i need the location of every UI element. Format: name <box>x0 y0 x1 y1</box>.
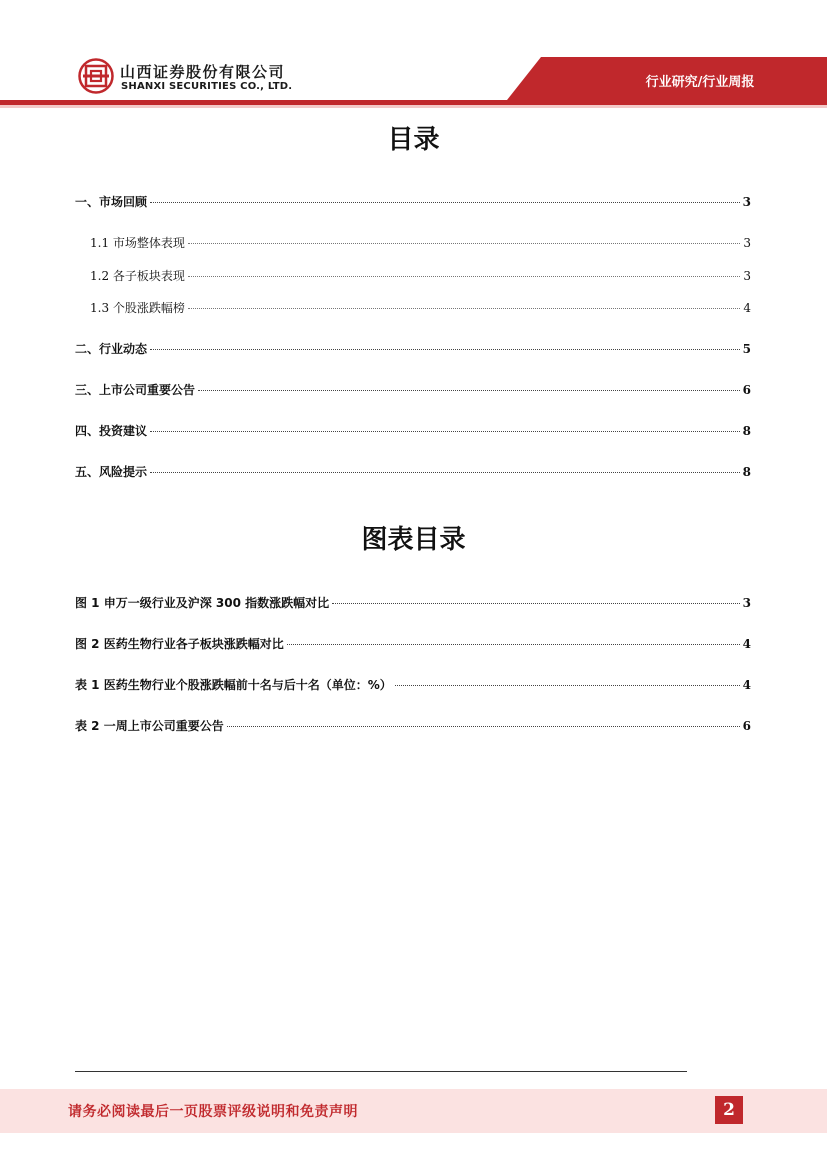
table-entry-page: 6 <box>742 719 751 733</box>
toc-entry-label: 五、风险提示 <box>75 465 148 479</box>
toc-leader-dots <box>332 603 740 604</box>
toc-entry-label: 三、上市公司重要公告 <box>75 383 196 397</box>
toc-leader-dots <box>395 685 740 686</box>
toc-title: 目录 <box>387 125 440 155</box>
table-entry[interactable] <box>75 676 751 694</box>
toc-entry[interactable] <box>90 234 751 252</box>
toc-entry-page: 6 <box>742 383 751 397</box>
toc-leader-dots <box>188 276 740 277</box>
toc-entry-page: 8 <box>742 424 751 438</box>
toc-leader-dots <box>150 202 740 203</box>
toc-entry-label: 一、市场回顾 <box>75 195 148 209</box>
company-name-en: SHANXI SECURITIES CO., LTD. <box>121 81 293 92</box>
toc-entry-page: 5 <box>742 342 751 356</box>
figure-list-title: 图表目录 <box>361 525 466 555</box>
toc-entry[interactable] <box>75 193 751 211</box>
toc-entry[interactable] <box>90 299 751 317</box>
shanxi-securities-logo-icon <box>78 58 114 94</box>
toc-leader-dots <box>198 390 740 391</box>
toc-entry-label: 1.2 各子板块表现 <box>90 269 185 283</box>
figure-entry[interactable] <box>75 635 751 653</box>
page-header <box>0 0 827 115</box>
toc-entry-page: 4 <box>743 301 751 315</box>
figure-entry-page: 4 <box>742 637 751 651</box>
header-band <box>0 0 827 115</box>
footer-divider <box>75 1071 687 1072</box>
toc-entry-page: 3 <box>743 236 751 250</box>
page-number: 2 <box>715 1096 743 1124</box>
toc-entry[interactable] <box>75 340 751 358</box>
company-name-cn: 山西证券股份有限公司 <box>120 63 286 81</box>
toc-leader-dots <box>150 431 740 432</box>
toc-entry[interactable] <box>75 463 751 481</box>
table-entry-label: 表 2 一周上市公司重要公告 <box>75 719 224 733</box>
toc-leader-dots <box>188 308 740 309</box>
toc-leader-dots <box>150 472 740 473</box>
toc-leader-dots <box>227 726 740 727</box>
toc-entry[interactable] <box>75 381 751 399</box>
toc-leader-dots <box>150 349 740 350</box>
toc-entry-page: 8 <box>742 465 751 479</box>
toc-leader-dots <box>287 644 740 645</box>
figure-entry-page: 3 <box>742 596 751 610</box>
toc-entry[interactable] <box>90 267 751 285</box>
footer-disclaimer: 请务必阅读最后一页股票评级说明和免责声明 <box>68 1104 358 1120</box>
report-category: 行业研究/行业周报 <box>645 75 755 90</box>
table-entry-page: 4 <box>742 678 751 692</box>
toc-entry-page: 3 <box>743 269 751 283</box>
toc-entry-label: 1.1 市场整体表现 <box>90 236 185 250</box>
toc-entry-label: 1.3 个股涨跌幅榜 <box>90 301 185 315</box>
toc-entry[interactable] <box>75 422 751 440</box>
toc-entry-page: 3 <box>742 195 751 209</box>
figure-entry-label: 图 1 申万一级行业及沪深 300 指数涨跌幅对比 <box>75 596 330 610</box>
toc-leader-dots <box>188 243 740 244</box>
toc-entry-label: 二、行业动态 <box>75 342 148 356</box>
figure-entry-label: 图 2 医药生物行业各子板块涨跌幅对比 <box>75 637 284 651</box>
table-entry-label: 表 1 医药生物行业个股涨跌幅前十名与后十名（单位：%） <box>75 678 392 692</box>
table-entry[interactable] <box>75 717 751 735</box>
toc-entry-label: 四、投资建议 <box>75 424 148 438</box>
figure-entry[interactable] <box>75 594 751 612</box>
